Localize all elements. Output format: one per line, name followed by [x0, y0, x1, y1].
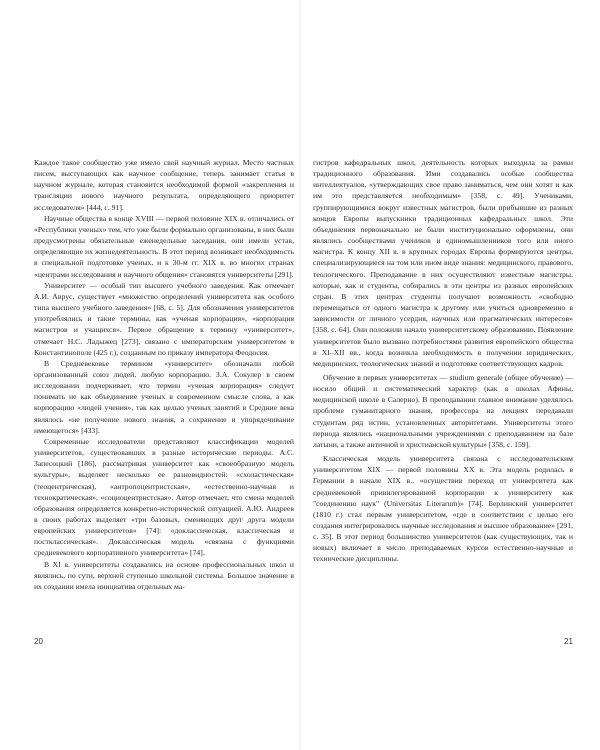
right-paragraph-1: гистров кафедральных школ, деятельность которых выходила за рамки традиционного образования. Ими создавались особые сообщества интеллектуалов, «утверждающих свое право заниматься, чем они хотят и как им это представляется необходимым» [358, с. 49]. Учениками, группирующимися вокруг известных магистров, были прибывшие из разных концов Европы выпускники традиционных кафедральных школ. Эти объединения первоначально не были институционально оформлены, они являлись сообществами учеников и единомышленников того или иного магистра. К концу XII в. в крупных городах Европы формируются центры, специализирующиеся на том или ином виде знания: медицинского, правового, теологического. Преподавание в них осуществляют известные магистры, которые, как и студенты, собирались в эти центры из разных европейских стран. В этих центрах студенты получают возможность «свободно перемещаться от одного магистра к другому или учиться одновременно в зависимости от личного усердия, научных или прагматических интересов» [358, с. 64]. Они положили начало университетскому образованию. Появление университетов было вызвано потребностями развития европейского общества в XI–XII вв., когда возникла необходимость в получении юридических, медицинских, теологических знаний и подготовке соответствующих кадров. [313, 158, 573, 368]
page-number-left: 20 [34, 637, 43, 646]
left-paragraph-4: В Средневековье термином «университет» обозначали любой организованный союз людей, любую корпорацию. З.А. Сокулер в своем исследовании подчеркивает, что термин «ученая корпорация» следует понимать не как объединение ученых в современном смысле слова, а как корпорацию «людей учения», так как целью ученых занятий в Средние века являлось «не получение нового знания, а сохранение и упорядочивание имеющегося» [433]. [34, 358, 294, 435]
left-paragraph-5: Современные исследователи представляют классификации моделей университетов, существовавших в разные исторические периоды. А.С. Запесоцкий [186], рассматривая университет как «своеобразную модель культуры», выделяет несколько ее разновидностей: «схоластическая» (теоцентрическая), «антропоцентристская», «естественно-научная и технократическая», «социоцентристская». Автор отмечает, что смена моделей образования определяется конкретно-исторической ситуацией. А.Ю. Андреев в своих работах выделяет «три базовых, сменяющих друг друга модели европейских университетов» [74]: «доклассическая, классическая и постклассическая». Доклассическая модель «связана с функциями средневекового корпоративного университета» [74]. [34, 436, 294, 558]
right-paragraph-3: Классическая модель университета связана с исследовательским университетом XIX — первой половины XX в. Эта модель родилась в Германии в начале XIX в., «осуществив переход от университета как средневековой привилегированной корпорации к университету как "соединению наук" (Universitas Literarum)» [74]. Берлинский университет (1810 г.) стал первым университетом, «где в соответствии с целью его создания интегрировались научные исследования и высшее образование» [291, с. 35]. В этот период большинство университетов (как существующих, так и новых) включает в число преподаваемых курсов естественно-научные и технические дисциплины. [313, 454, 573, 564]
left-paragraph-6: В XI в. университеты создавались на основе профессиональных школ и являлись, по сути, верхней ступенью школьной системы. Большое значение в их создании имела инициатива отдельных ма- [34, 559, 294, 591]
left-paragraph-1: Каждое такое сообщество уже имело свой научный журнал. Место частных писем, выступающих как научное сообщение, теперь занимает статья в научном журнале, которая становится необходимой формой «закрепления и трансляции нового научного результата, определяющего приоритет исследователя» [444, с. 91]. [34, 158, 294, 212]
book-gutter [299, 0, 301, 750]
left-page [34, 157, 294, 592]
page-number-right: 21 [564, 637, 573, 646]
right-paragraph-2: Обучение в первых университетах — studium generale (общее обучение) — носило общий и систематический характер (как в школах Афины, медицинской школе в Салерно). В преподавании главное внимание уделялось проблеме гуманитарного знания, профессора на лекциях передавали студентам ряд истин, установленных авторитетами. Университеты этого периода являлись «национальными учреждениями с преподаванием на базе латыни, а также античной и христианской культуры» [358, с. 159]. [313, 372, 573, 449]
right-page [313, 157, 573, 565]
left-paragraph-3: Университет — особый тип высшего учебного заведения. Как отмечает А.И. Аврус, существует «множество определений университета как особого типа высшего учебного заведения» [68, с. 5]. Для обозначения университетов употреблялись и такие термины, как «ученая корпорация», «корпорация магистров и учащихся». Первое обращение к термину «университет», отмечает Н.С. Ладыжец [273], связано с императорским университетом в Константинополе (425 г.), созданным по приказу императора Феодосия. [34, 280, 294, 357]
left-paragraph-2: Научные общества в конце XVIII — первой половине XIX в. отличались от «Республики ученых» тем, что уже были формально организованы, в них были предусмотрены обязательные еженедельные заседания, они имели устав, определяющие их жизнедеятельность. В этот период возникает необходимость в специальной подготовке ученых, и к 30-м гг. XIX в. во многих странах «центрами исследования и научного общения» становятся университеты [291]. [34, 213, 294, 279]
